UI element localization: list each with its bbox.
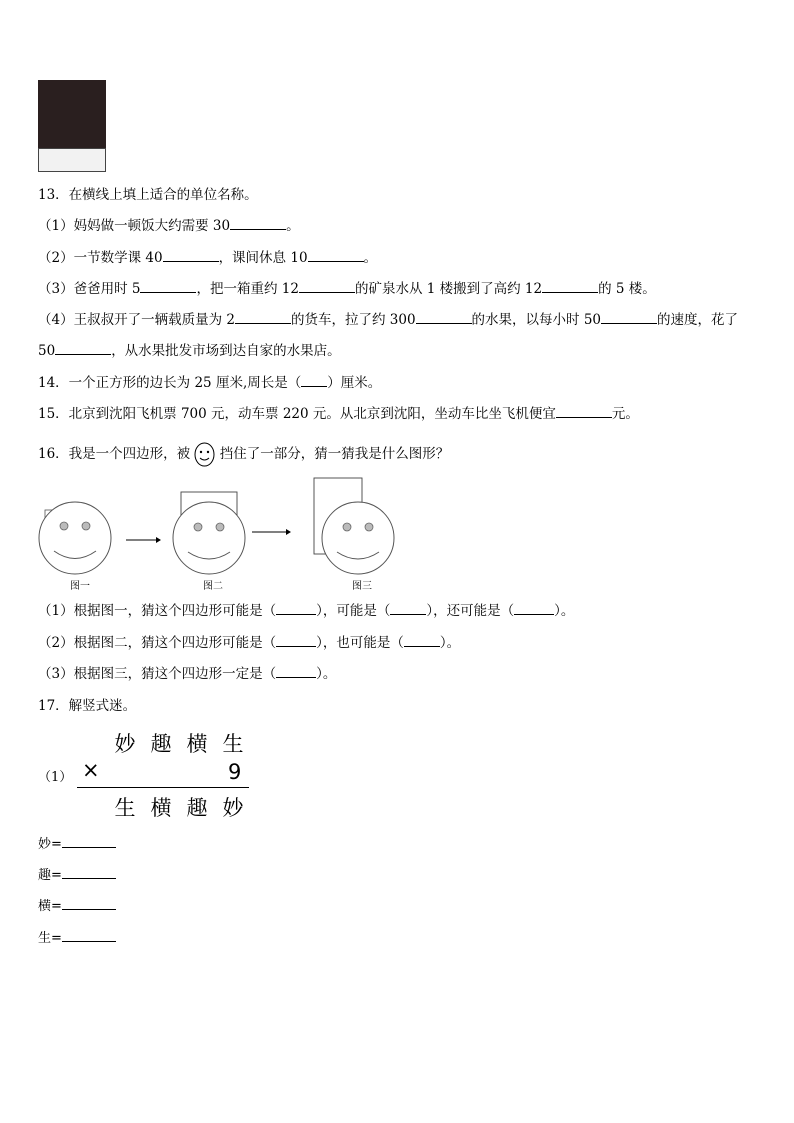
arrow-right-icon [126, 537, 161, 543]
answer-blank[interactable] [230, 217, 286, 230]
q14: 14．一个正方形的边长为 25 厘米,周长是（ ）厘米。 [38, 375, 382, 391]
answer-blank[interactable] [542, 280, 598, 293]
answer-blank[interactable] [62, 897, 116, 910]
puzzle-char: 趣 [150, 732, 172, 756]
answer-blank[interactable] [404, 634, 440, 647]
puzzle-char: 横 [186, 732, 208, 756]
answer-blank[interactable] [55, 342, 111, 355]
answer-blank[interactable] [163, 249, 219, 262]
arrow-right-icon [252, 529, 291, 535]
smiley-face-icon [194, 442, 215, 467]
answer-blank[interactable] [62, 866, 116, 879]
q15: 15．北京到沈阳飞机票 700 元，动车票 220 元。从北京到沈阳，坐动车比坐飞机便宜 元。 [38, 406, 639, 422]
puzzle-char: 生 [222, 732, 244, 756]
q13-item-4-cont: 50 ，从水果批发市场到达自家的水果店。 [38, 343, 341, 359]
puzzle-rule [77, 787, 249, 788]
answer-sheng: 生= [38, 927, 116, 946]
answer-blank[interactable] [235, 311, 291, 324]
q13-item-2: （2）一节数学课 40 ，课间休息 10 。 [38, 250, 378, 266]
figure-1-caption: 图一 [70, 581, 90, 592]
answer-blank[interactable] [140, 280, 196, 293]
times-sign: × [82, 758, 100, 782]
puzzle-bottom-row [107, 792, 251, 822]
image-bottom-strip [38, 148, 106, 172]
q16-sub-2: （2）根据图二，猜这个四边形可能是（ ），也可能是（ ）。 [38, 635, 461, 651]
figure-3 [314, 478, 394, 574]
q13-item-4: （4）王叔叔开了一辆载质量为 2 的货车，拉了约 300 的水果，以每小时 50 的速度，花了 [38, 312, 739, 328]
multiplier: 9 [228, 760, 242, 784]
puzzle-char: 妙 [222, 796, 244, 820]
q16-figures [36, 474, 398, 578]
answer-miao: 妙= [38, 833, 116, 852]
figure-1 [39, 502, 111, 574]
q13-item-3: （3）爸爸用时 5 ，把一箱重约 12 的矿泉水从 1 楼搬到了高约 12 的 5 楼。 [38, 281, 656, 297]
q16-sub-1: （1）根据图一，猜这个四边形可能是（ ），可能是（ ），还可能是（ ）。 [38, 603, 575, 619]
puzzle-top-row [107, 728, 251, 758]
answer-blank[interactable] [514, 602, 554, 615]
answer-blank[interactable] [601, 311, 657, 324]
answer-blank[interactable] [390, 602, 426, 615]
answer-blank[interactable] [556, 405, 612, 418]
answer-blank[interactable] [62, 835, 116, 848]
answer-blank[interactable] [276, 602, 316, 615]
answer-qu: 趣= [38, 864, 116, 883]
puzzle-label: （1） [38, 770, 73, 785]
answer-heng: 横= [38, 895, 116, 914]
answer-blank[interactable] [276, 665, 316, 678]
q13-title: 13．在横线上填上适合的单位名称。 [38, 187, 258, 203]
answer-blank[interactable] [416, 311, 472, 324]
q16-title: 16．我是一个四边形，被 挡住了一部分，猜一猜我是什么图形？ [38, 442, 449, 467]
answer-blank[interactable] [301, 374, 327, 387]
figure-2 [173, 492, 245, 574]
puzzle-char: 生 [114, 796, 136, 820]
answer-blank[interactable] [299, 280, 355, 293]
figure-2-caption: 图二 [203, 581, 223, 592]
figure-3-caption: 图三 [352, 581, 372, 592]
answer-blank[interactable] [62, 929, 116, 942]
q17-title: 17．解竖式迷。 [38, 698, 137, 714]
answer-blank[interactable] [276, 634, 316, 647]
puzzle-char: 妙 [114, 732, 136, 756]
dark-image-block [38, 80, 106, 148]
puzzle-char: 横 [150, 796, 172, 820]
answer-blank[interactable] [308, 249, 364, 262]
q16-sub-3: （3）根据图三，猜这个四边形一定是（ ）。 [38, 666, 337, 682]
puzzle-char: 趣 [186, 796, 208, 820]
q13-item-1: （1）妈妈做一顿饭大约需要 30 。 [38, 218, 300, 234]
